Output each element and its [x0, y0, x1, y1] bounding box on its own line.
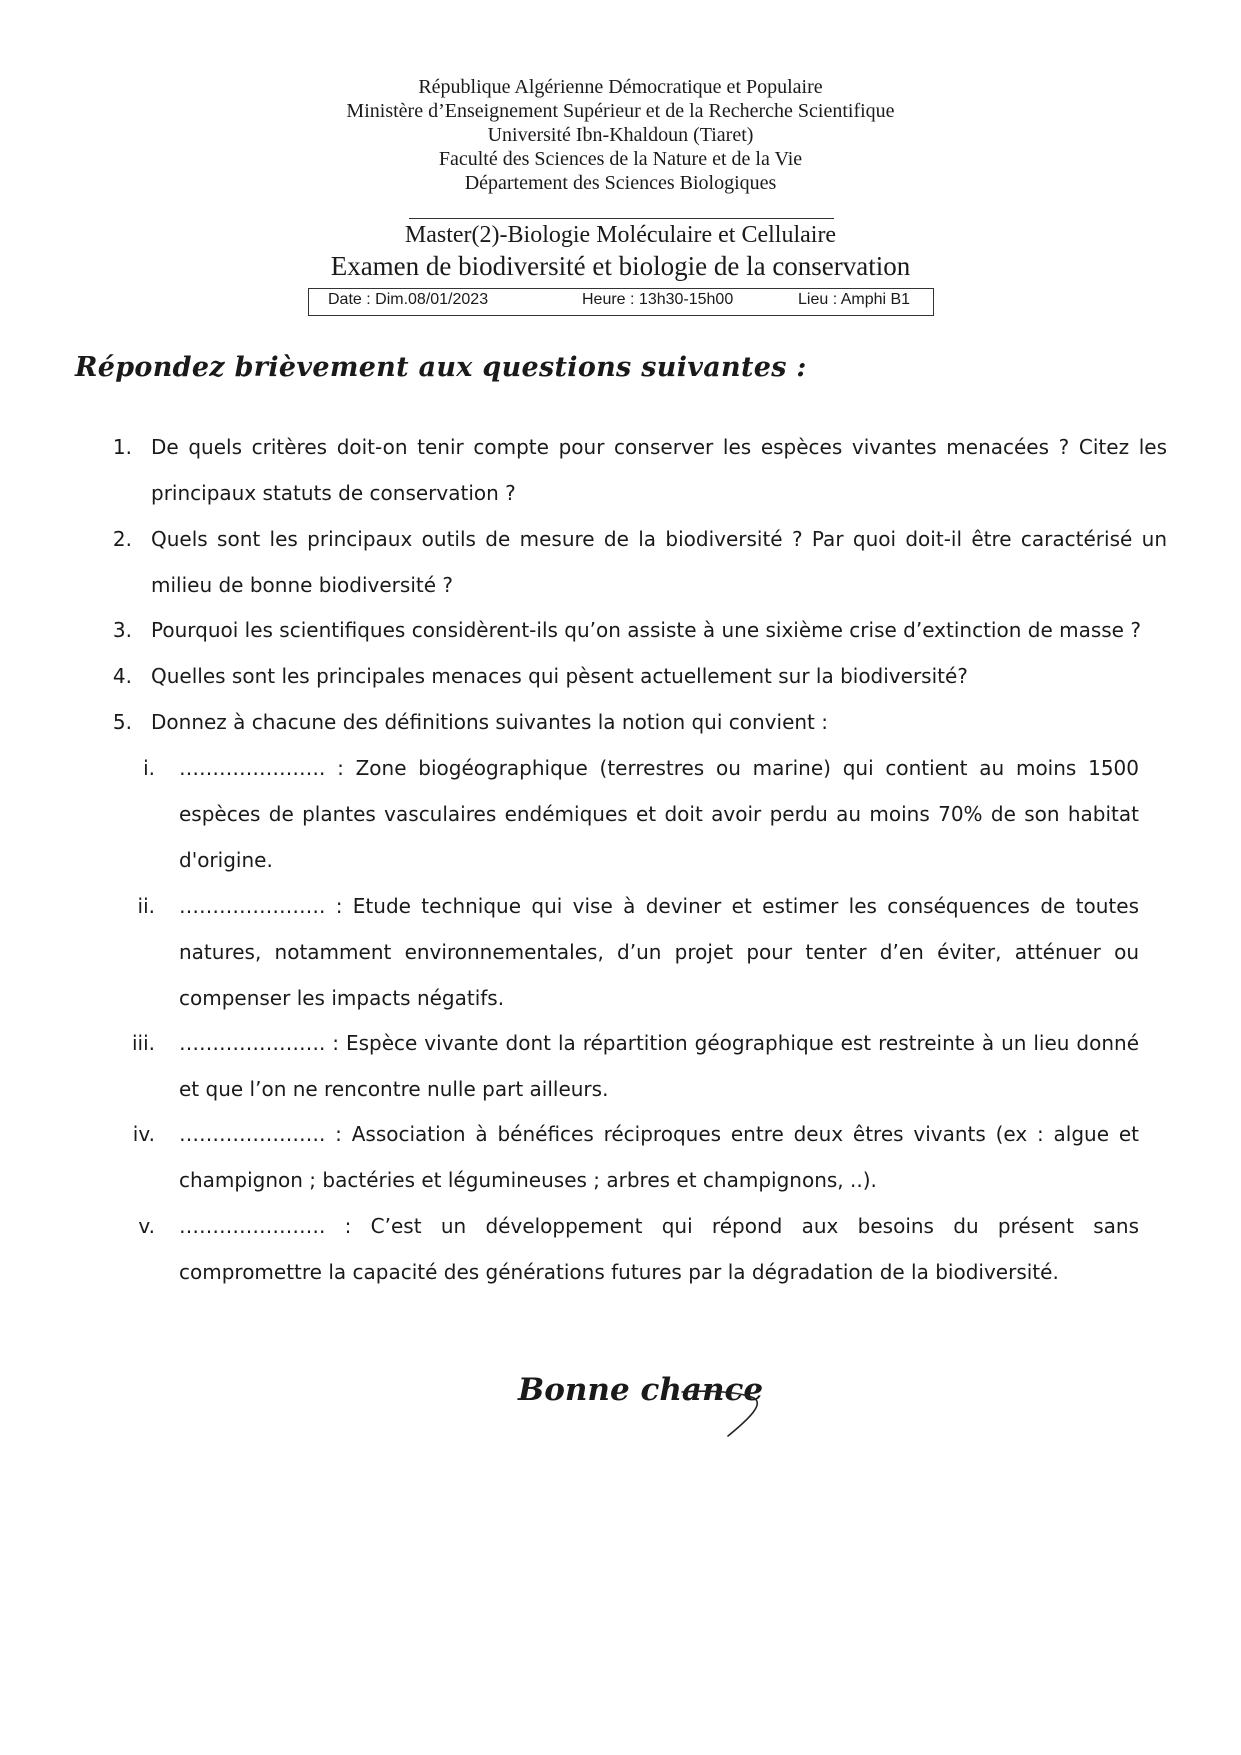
question-number: 4.	[112, 664, 132, 688]
question-number: 5.	[112, 710, 132, 734]
header-divider	[409, 218, 834, 219]
definition-text: …………………. : Association à bénéfices réciproques entre deux êtres vivants (ex : algue et	[179, 1122, 1139, 1146]
flourish-decoration	[680, 1382, 765, 1442]
definition-number: v.	[138, 1214, 155, 1238]
university-line: Université Ibn-Khaldoun (Tiaret)	[487, 124, 754, 146]
question-text: Quelles sont les principales menaces qui pèsent actuellement sur la biodiversité?	[151, 664, 968, 688]
ministry-line: Ministère d’Enseignement Supérieur et de la Recherche Scientifique	[346, 100, 895, 122]
question-text: milieu de bonne biodiversité ?	[151, 573, 453, 597]
question-text: principaux statuts de conservation ?	[151, 481, 516, 505]
exam-date: Date : Dim.08/01/2023	[328, 291, 489, 308]
definition-text: espèces de plantes vasculaires endémiques et doit avoir perdu au moins 70% de son habitat	[179, 802, 1139, 826]
definition-text: …………………. : Espèce vivante dont la répartition géographique est restreinte à un lieu donné	[179, 1031, 1139, 1055]
program-title: Master(2)-Biologie Moléculaire et Cellulaire	[404, 222, 837, 248]
question-number: 1.	[112, 435, 132, 459]
question-text: De quels critères doit-on tenir compte pour conserver les espèces vivantes menacées ? Citez les	[151, 435, 1167, 459]
question-text: Pourquoi les scientifiques considèrent-ils qu’on assiste à une sixième crise d’extinction de masse ?	[151, 618, 1141, 642]
exam-time: Heure : 13h30-15h00	[582, 291, 734, 308]
department-line: Département des Sciences Biologiques	[464, 172, 777, 194]
question-number: 2.	[112, 527, 132, 551]
question-text: Donnez à chacune des définitions suivantes la notion qui convient :	[151, 710, 828, 734]
definition-number: iv.	[132, 1122, 155, 1146]
definition-text: …………………. : Etude technique qui vise à deviner et estimer les conséquences de toutes	[179, 894, 1139, 918]
exam-title: Examen de biodiversité et biologie de la conservation	[330, 251, 911, 281]
definition-text: et que l’on ne rencontre nulle part ailleurs.	[179, 1077, 609, 1101]
closing-signature: Bonne chance	[518, 1372, 764, 1408]
exam-place: Lieu : Amphi B1	[798, 291, 911, 308]
definition-text: d'origine.	[179, 848, 273, 872]
instruction-heading: Répondez brièvement aux questions suivantes :	[75, 352, 807, 383]
question-number: 3.	[112, 618, 132, 642]
definition-number: ii.	[137, 894, 155, 918]
definition-number: i.	[143, 756, 155, 780]
faculty-line: Faculté des Sciences de la Nature et de la Vie	[438, 148, 803, 170]
definition-number: iii.	[131, 1031, 155, 1055]
country-line: République Algérienne Démocratique et Populaire	[418, 76, 823, 98]
exam-info-box	[308, 288, 934, 316]
definition-text: compromettre la capacité des générations futures par la dégradation de la biodiversité.	[179, 1260, 1059, 1284]
definition-text: natures, notamment environnementales, d’un projet pour tenter d’en éviter, atténuer ou	[179, 940, 1139, 964]
definition-text: …………………. : Zone biogéographique (terrestres ou marine) qui contient au moins 1500	[179, 756, 1139, 780]
question-text: Quels sont les principaux outils de mesure de la biodiversité ? Par quoi doit-il être caractérisé un	[151, 527, 1167, 551]
definition-text: compenser les impacts négatifs.	[179, 986, 505, 1010]
definition-text: …………………. : C’est un développement qui répond aux besoins du présent sans	[179, 1214, 1139, 1238]
definition-text: champignon ; bactéries et légumineuses ; arbres et champignons, ..).	[179, 1168, 877, 1192]
